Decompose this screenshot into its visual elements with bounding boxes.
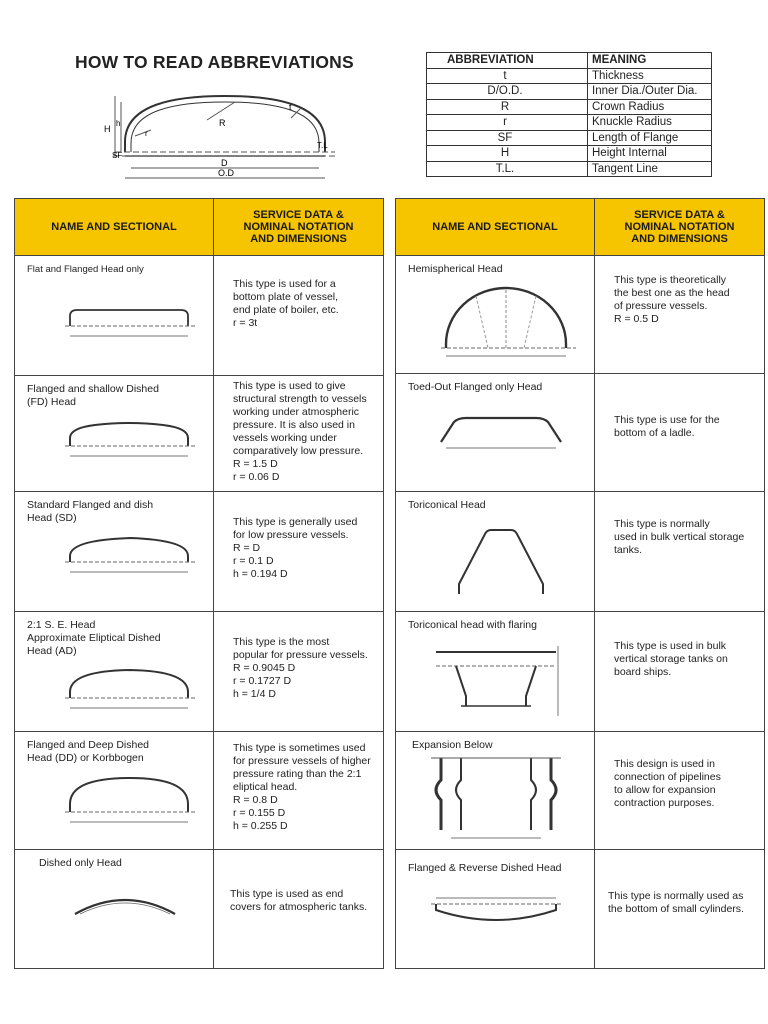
- table-row: [396, 373, 764, 492]
- outer-diameter-label: O.D: [218, 168, 235, 178]
- table-row: [427, 84, 712, 100]
- head-type-name: Flat and Flanged Head only: [27, 264, 144, 275]
- table-row: [15, 255, 383, 376]
- head-type-description: This type is used in bulk vertical storage tanks on board ships.: [614, 640, 728, 678]
- toriconical-flaring-diagram: [426, 636, 576, 724]
- deep-dished-head-diagram: [55, 776, 205, 836]
- head-type-description: This design is used in connection of pipelines to allow for expansion contraction purposes.: [614, 758, 721, 809]
- meaning-cell: Inner Dia./Outer Dia.: [588, 84, 712, 100]
- head-abbreviation-diagram: [95, 90, 345, 185]
- head-type-name: 2:1 S. E. Head Approximate Eliptical Dished Head (AD): [27, 619, 161, 657]
- crown-radius-label: R: [219, 118, 226, 128]
- head-type-name: Hemispherical Head: [408, 263, 503, 275]
- table-row: [15, 611, 383, 732]
- head-type-name: Dished only Head: [39, 857, 122, 869]
- abbr-cell: T.L.: [427, 161, 588, 177]
- service-column-header: [214, 199, 383, 255]
- column-header: MEANING: [588, 53, 712, 69]
- reverse-dished-head-diagram: [421, 894, 571, 939]
- table-row: [427, 99, 712, 115]
- head-type-name: Toed-Out Flanged only Head: [408, 381, 543, 393]
- h-outer-label: H: [104, 124, 111, 134]
- abbr-cell: H: [427, 146, 588, 162]
- table-row: [427, 130, 712, 146]
- hemispherical-head-diagram: [426, 276, 586, 368]
- head-type-description: This type is use for the bottom of a ladle.: [614, 414, 720, 439]
- table-row: [427, 68, 712, 84]
- head-type-name: Toriconical Head: [408, 499, 486, 511]
- head-type-description: This type is the most popular for pressure vessels. R = 0.9045 D r = 0.1727 D h = 1/4 D: [233, 636, 368, 700]
- table-row: [396, 255, 764, 374]
- toriconical-head-diagram: [451, 522, 551, 602]
- flat-flanged-head-diagram: [55, 296, 205, 346]
- table-header-row: [427, 53, 712, 69]
- toed-out-flanged-head-diagram: [436, 414, 566, 459]
- page-title: HOW TO READ ABBREVIATIONS: [75, 52, 354, 72]
- meaning-cell: Length of Flange: [588, 130, 712, 146]
- standard-flanged-dish-head-diagram: [55, 532, 205, 587]
- h-inner-label: h: [116, 119, 121, 128]
- knuckle-radius-label: r: [145, 129, 148, 138]
- right-head-types-table: [395, 198, 765, 969]
- abbr-cell: r: [427, 115, 588, 131]
- column-header: ABBREVIATION: [427, 53, 588, 69]
- meaning-cell: Crown Radius: [588, 99, 712, 115]
- meaning-cell: Thickness: [588, 68, 712, 84]
- head-type-description: This type is used to give structural strength to vessels working under atmospheric pressure. It is also used in vessels working under comparatively low pressure. R = 1.5 D r = 0.06 D: [233, 380, 367, 483]
- abbr-cell: SF: [427, 130, 588, 146]
- head-type-description: This type is theoretically the best one as the head of pressure vessels. R = 0.5 D: [614, 274, 730, 325]
- head-type-name: Toriconical head with flaring: [408, 619, 537, 631]
- service-column-header: [595, 199, 764, 255]
- sf-label: SF: [112, 151, 123, 160]
- abbr-cell: D/O.D.: [427, 84, 588, 100]
- table-row: [427, 161, 712, 177]
- head-type-name: Flanged & Reverse Dished Head: [408, 862, 562, 874]
- table-row: [396, 849, 764, 969]
- name-column-header: NAME AND SECTIONAL: [396, 199, 595, 255]
- head-type-description: This type is normally used as the bottom of small cylinders.: [608, 890, 744, 915]
- head-type-description: This type is normally used in bulk vertical storage tanks.: [614, 518, 745, 556]
- table-row: [15, 849, 383, 969]
- table-row: [396, 611, 764, 732]
- table-row: [396, 491, 764, 612]
- left-head-types-table: [14, 198, 384, 969]
- table-row: [396, 731, 764, 850]
- table-row: [427, 146, 712, 162]
- shallow-dished-head-diagram: [55, 416, 205, 471]
- abbr-cell: t: [427, 68, 588, 84]
- abbreviation-table: [426, 52, 712, 177]
- head-type-description: This type is generally used for low pressure vessels. R = D r = 0.1 D h = 0.194 D: [233, 516, 358, 580]
- thickness-label: t: [289, 102, 292, 112]
- elliptical-dished-head-diagram: [55, 668, 205, 723]
- service-column-header-text: SERVICE DATA & NOMINAL NOTATION AND DIMENSIONS: [243, 209, 354, 245]
- tangent-line-label: T.L: [317, 141, 328, 150]
- table-row: [15, 731, 383, 850]
- head-type-name: Flanged and shallow Dished (FD) Head: [27, 383, 159, 408]
- table-row: [15, 375, 383, 492]
- service-column-header-text: SERVICE DATA & NOMINAL NOTATION AND DIMENSIONS: [624, 209, 735, 245]
- name-column-header: NAME AND SECTIONAL: [15, 199, 214, 255]
- abbr-cell: R: [427, 99, 588, 115]
- head-type-name: Standard Flanged and dish Head (SD): [27, 499, 154, 524]
- dished-only-head-diagram: [70, 890, 180, 930]
- head-type-description: This type is used as end covers for atmospheric tanks.: [230, 888, 368, 913]
- table-row: [427, 115, 712, 131]
- head-type-name: Expansion Below: [412, 739, 493, 751]
- table-row: [15, 491, 383, 612]
- inner-diameter-label: D: [221, 158, 228, 168]
- meaning-cell: Knuckle Radius: [588, 115, 712, 131]
- meaning-cell: Height Internal: [588, 146, 712, 162]
- head-type-name: Flanged and Deep Dished Head (DD) or Korbbogen: [27, 739, 150, 764]
- head-type-description: This type is sometimes used for pressure vessels of higher pressure rating than the 2:1 eliptical head. R = 0.8 D r = 0.155 D h = 0.255 D: [233, 742, 371, 832]
- meaning-cell: Tangent Line: [588, 161, 712, 177]
- expansion-below-diagram: [411, 750, 581, 846]
- head-type-description: This type is used for a bottom plate of vessel, end plate of boiler, etc. r = 3t: [233, 278, 339, 329]
